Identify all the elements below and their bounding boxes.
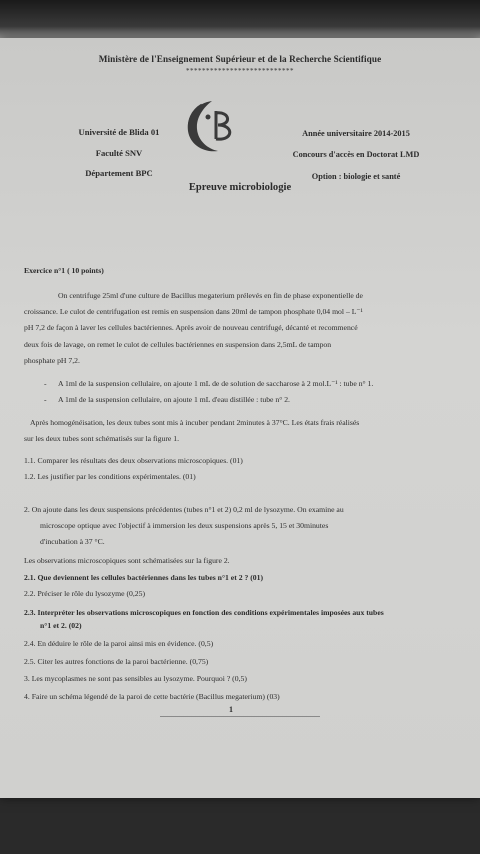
option-name: Option : biologie et santé <box>311 172 401 181</box>
question-4: 4. Faire un schéma légendé de la paroi de cette bactérie (Bacillus megaterium) (03) <box>24 692 280 701</box>
intro-line: pH 7,2 de façon à laver les cellules bactériennes. Après avoir de nouveau centrifugé, décanté et recommencé <box>24 323 358 332</box>
after-line: Après homogénéisation, les deux tubes sont mis à incuber pendant 2minutes à 37°C. Les états frais réalisés <box>30 418 360 427</box>
university-name: Université de Blida 01 <box>78 127 160 137</box>
department-name: Département BPC <box>85 168 153 178</box>
after-line: sur les deux tubes sont schématisés sur la figure 1. <box>24 434 179 443</box>
academic-year: Année universitaire 2014-2015 <box>302 129 410 138</box>
bullet-dash: - <box>44 379 47 388</box>
intro-line: croissance. Le culot de centrifugation est remis en suspension dans 20ml de tampon phosphate 0,04 mol – L⁻¹ <box>24 307 363 316</box>
contest-name: Concours d'accès en Doctorat LMD <box>292 150 420 159</box>
intro-line: deux fois de lavage, on remet le culot de cellules bactériennes en suspension dans 2,5mL de tampon <box>24 340 332 349</box>
question-2-4: 2.4. En déduire le rôle de la paroi ainsi mis en évidence. (0,5) <box>24 639 214 648</box>
footer-divider <box>160 716 320 717</box>
question-2-3: 2.3. Interpréter les observations microscopiques en fonction des conditions expérimentales imposées aux tubes <box>24 608 384 617</box>
question-3: 3. Les mycoplasmes ne sont pas sensibles au lysozyme. Pourquoi ? (0,5) <box>24 674 247 683</box>
stars-divider: *************************** <box>186 67 294 75</box>
observation-note: Les observations microscopiques sont schématisées sur la figure 2. <box>24 556 230 565</box>
exercise-title: Exercice n°1 ( 10 points) <box>24 266 104 275</box>
question-1-2: 1.2. Les justifier par les conditions expérimentales. (01) <box>24 472 196 481</box>
intro-line: On centrifuge 25ml d'une culture de Bacillus megaterium prélevés en fin de phase exponentielle de <box>58 291 363 300</box>
question-2-1: 2.1. Que deviennent les cellules bactériennes dans les tubes n°1 et 2 ? (01) <box>24 573 264 582</box>
question-1-1: 1.1. Comparer les résultats des deux observations microscopiques. (01) <box>24 456 243 465</box>
bullet-tube2: A 1ml de la suspension cellulaire, on ajoute 1 mL d'eau distillée : tube n° 2. <box>58 395 290 404</box>
bullet-tube1: A 1ml de la suspension cellulaire, on ajoute 1 mL de de solution de saccharose à 2 mol.L⁻¹ : tube n° 1. <box>58 379 374 388</box>
question-2-line: microscope optique avec l'objectif à immersion les deux suspensions après 5, 15 et 30minutes <box>40 521 329 530</box>
bullet-dash: - <box>44 395 47 404</box>
question-2-line: d'incubation à 37 °C. <box>40 537 105 546</box>
question-2-5: 2.5. Citer les autres fonctions de la paroi bactérienne. (0,75) <box>24 657 209 666</box>
intro-line: phosphate pH 7,2. <box>24 356 80 365</box>
question-2-2: 2.2. Préciser le rôle du lysozyme (0,25) <box>24 589 146 598</box>
exam-title: Epreuve microbiologie <box>188 182 292 193</box>
question-2-3-cont: n°1 et 2. (02) <box>40 621 82 630</box>
page-number: 1 <box>229 705 233 714</box>
question-2: 2. On ajoute dans les deux suspensions précédentes (tubes n°1 et 2) 0,2 ml de lysozyme. On examine au <box>24 505 344 514</box>
faculty-name: Faculté SNV <box>95 148 143 158</box>
ministry-heading: Ministère de l'Enseignement Supérieur et de la Recherche Scientifique <box>98 54 382 64</box>
university-logo-icon <box>178 95 246 157</box>
